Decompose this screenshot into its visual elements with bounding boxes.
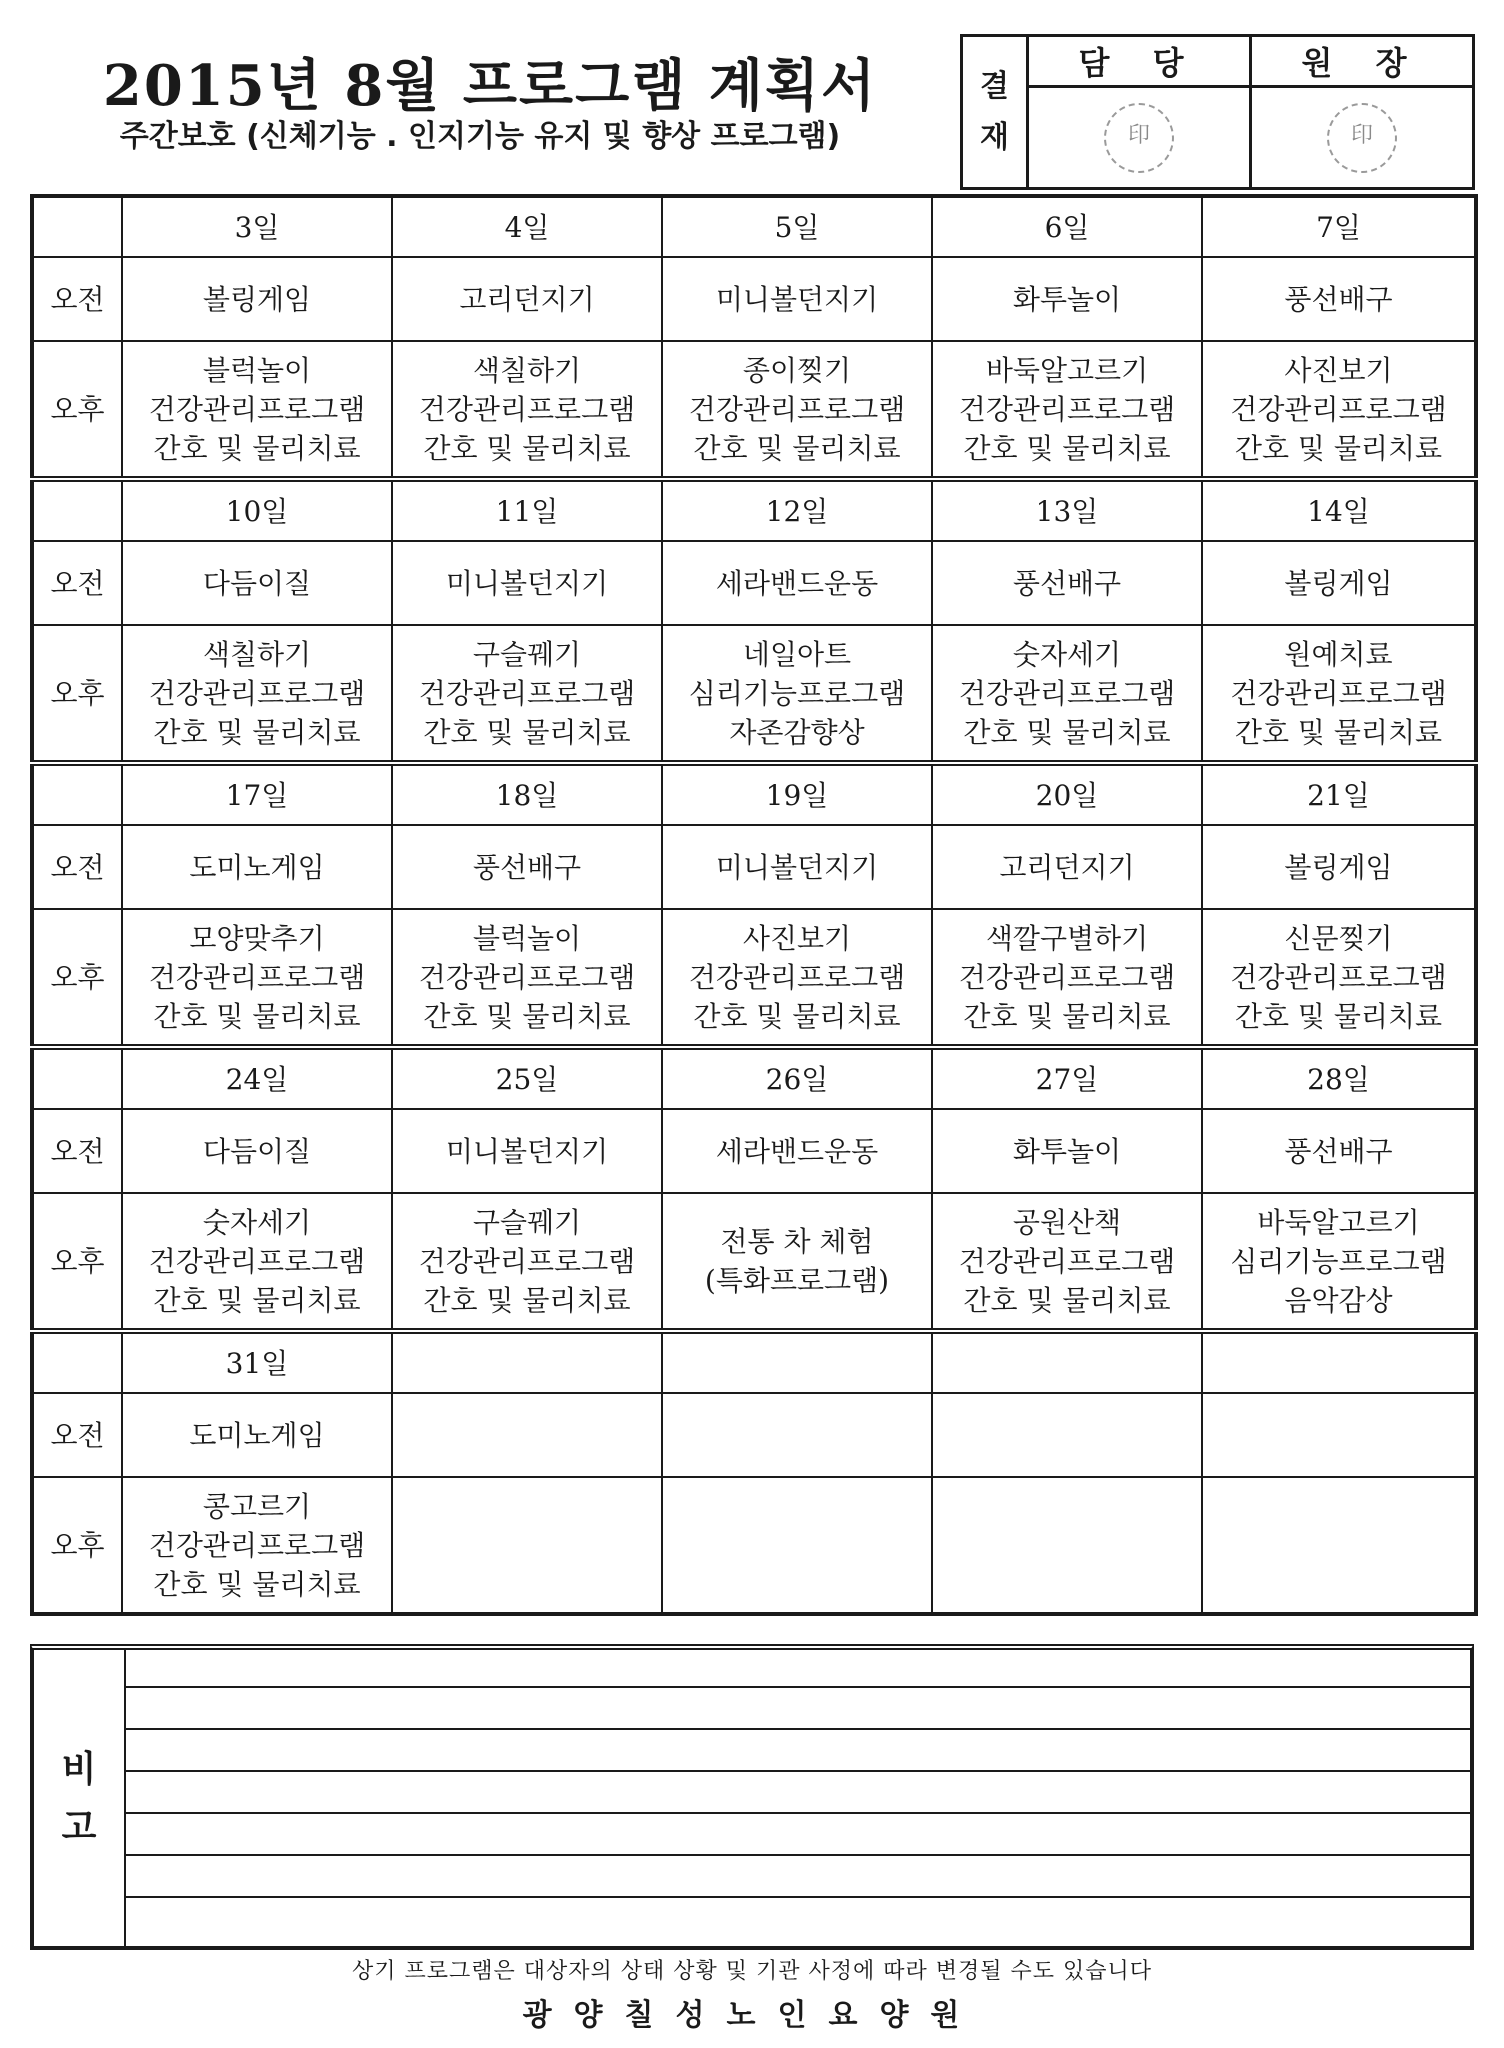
schedule-table xyxy=(30,194,1478,1616)
pm-activity-line: 색깔구별하기 xyxy=(985,921,1149,955)
date-cell: 11일 xyxy=(392,479,662,541)
remarks-label-1: 비 xyxy=(61,1748,97,1790)
pm-activity-line: 간호 및 물리치료 xyxy=(423,715,631,749)
pm-activity-line: 건강관리프로그램 xyxy=(958,960,1176,994)
pm-label: 오후 xyxy=(32,1477,122,1614)
pm-activity-line: 블럭놀이 xyxy=(472,921,582,955)
pm-activity-cell xyxy=(1202,341,1476,479)
pm-activity-line: 네일아트 xyxy=(742,637,852,671)
am-activity-cell: 다듬이질 xyxy=(122,1109,392,1193)
am-activity-cell: 미니볼던지기 xyxy=(392,1109,662,1193)
pm-activity-line: 간호 및 물리치료 xyxy=(693,999,901,1033)
footer-note: 상기 프로그램은 대상자의 상태 상황 및 기관 사정에 따라 변경될 수도 있습니다 xyxy=(352,1959,1152,1984)
am-activity-cell xyxy=(1202,1393,1476,1477)
pm-activity-cell xyxy=(932,341,1202,479)
pm-activity-line: 숫자세기 xyxy=(1012,637,1122,671)
pm-row xyxy=(32,625,1476,763)
am-activity-cell: 미니볼던지기 xyxy=(662,257,932,341)
pm-activity-line: 간호 및 물리치료 xyxy=(693,431,901,465)
date-cell: 24일 xyxy=(122,1047,392,1109)
am-activity-cell: 세라밴드운동 xyxy=(662,541,932,625)
week-date-row xyxy=(32,763,1476,825)
pm-activity-line: 간호 및 물리치료 xyxy=(153,1567,361,1601)
pm-activity-line: 간호 및 물리치료 xyxy=(153,1283,361,1317)
remarks-line xyxy=(126,1686,1470,1688)
pm-activity-cell xyxy=(392,1477,662,1614)
date-cell: 28일 xyxy=(1202,1047,1476,1109)
pm-activity-cell xyxy=(932,909,1202,1047)
pm-row xyxy=(32,1193,1476,1331)
am-activity-cell xyxy=(392,1393,662,1477)
pm-activity-cell xyxy=(392,625,662,763)
pm-activity-line: 공원산책 xyxy=(1012,1205,1122,1239)
pm-activity-cell xyxy=(662,625,932,763)
seal-stamp-icon: 印 xyxy=(1327,103,1397,173)
am-activity-cell: 풍선배구 xyxy=(932,541,1202,625)
pm-label: 오후 xyxy=(32,909,122,1047)
pm-activity-line: 자존감향상 xyxy=(729,715,865,749)
corner-cell xyxy=(32,479,122,541)
pm-activity-line: 간호 및 물리치료 xyxy=(423,431,631,465)
pm-activity-line: 간호 및 물리치료 xyxy=(1234,715,1443,749)
remarks-line xyxy=(126,1896,1470,1898)
pm-activity-line: 건강관리프로그램 xyxy=(418,960,636,994)
date-cell: 25일 xyxy=(392,1047,662,1109)
approval-sign-manager xyxy=(1028,87,1251,189)
date-cell xyxy=(932,1331,1202,1393)
pm-activity-line: 건강관리프로그램 xyxy=(148,676,366,710)
pm-activity-line: 구슬꿰기 xyxy=(472,1205,582,1239)
am-activity-cell: 화투놀이 xyxy=(932,1109,1202,1193)
am-activity-cell: 도미노게임 xyxy=(122,1393,392,1477)
date-cell: 3일 xyxy=(122,196,392,257)
pm-activity-line: 건강관리프로그램 xyxy=(148,960,366,994)
pm-activity-line: (특화프로그램) xyxy=(704,1264,890,1297)
date-cell: 18일 xyxy=(392,763,662,825)
pm-activity-line: 간호 및 물리치료 xyxy=(963,431,1171,465)
corner-cell xyxy=(32,1331,122,1393)
approval-role-director: 원 장 xyxy=(1251,36,1474,87)
pm-activity-line: 음악감상 xyxy=(1284,1283,1393,1317)
am-activity-cell: 풍선배구 xyxy=(392,825,662,909)
remarks-line xyxy=(126,1728,1470,1730)
pm-activity-cell xyxy=(1202,625,1476,763)
pm-activity-line: 신문찢기 xyxy=(1284,921,1393,955)
pm-activity-line: 구슬꿰기 xyxy=(472,637,582,671)
corner-cell xyxy=(32,763,122,825)
pm-activity-line: 사진보기 xyxy=(1284,353,1393,387)
am-label: 오전 xyxy=(32,825,122,909)
pm-activity-line: 건강관리프로그램 xyxy=(688,960,906,994)
pm-activity-cell xyxy=(662,909,932,1047)
date-cell: 5일 xyxy=(662,196,932,257)
am-activity-cell: 고리던지기 xyxy=(932,825,1202,909)
pm-activity-line: 건강관리프로그램 xyxy=(688,392,906,426)
pm-activity-cell xyxy=(662,1477,932,1614)
pm-activity-line: 건강관리프로그램 xyxy=(1230,676,1447,710)
remarks-line xyxy=(126,1770,1470,1772)
approval-label-top: 결 xyxy=(980,69,1009,104)
pm-label: 오후 xyxy=(32,341,122,479)
date-cell: 26일 xyxy=(662,1047,932,1109)
am-activity-cell: 고리던지기 xyxy=(392,257,662,341)
pm-activity-cell xyxy=(932,625,1202,763)
pm-activity-line: 건강관리프로그램 xyxy=(418,392,636,426)
date-cell xyxy=(662,1331,932,1393)
pm-activity-cell xyxy=(122,1193,392,1331)
pm-activity-line: 건강관리프로그램 xyxy=(148,1528,366,1562)
pm-activity-line: 건강관리프로그램 xyxy=(958,676,1176,710)
date-cell: 21일 xyxy=(1202,763,1476,825)
pm-activity-cell xyxy=(392,341,662,479)
pm-activity-line: 간호 및 물리치료 xyxy=(153,715,361,749)
pm-activity-cell xyxy=(932,1193,1202,1331)
institution-name: 광양칠성노인요양원 xyxy=(522,1998,982,2033)
corner-cell xyxy=(32,196,122,257)
pm-activity-line: 간호 및 물리치료 xyxy=(1234,999,1443,1033)
pm-activity-line: 색칠하기 xyxy=(472,353,582,387)
date-cell: 14일 xyxy=(1202,479,1476,541)
page-subtitle: 주간보호 (신체기능 . 인지기능 유지 및 향상 프로그램) xyxy=(119,119,841,154)
pm-activity-line: 간호 및 물리치료 xyxy=(963,1283,1171,1317)
date-cell xyxy=(392,1331,662,1393)
date-cell: 20일 xyxy=(932,763,1202,825)
am-row xyxy=(32,825,1476,909)
remarks-line xyxy=(126,1854,1470,1856)
pm-activity-line: 건강관리프로그램 xyxy=(958,1244,1176,1278)
pm-row xyxy=(32,341,1476,479)
pm-activity-line: 간호 및 물리치료 xyxy=(423,1283,631,1317)
week-date-row xyxy=(32,479,1476,541)
remarks-label xyxy=(34,1650,126,1946)
date-cell: 27일 xyxy=(932,1047,1202,1109)
pm-activity-line: 건강관리프로그램 xyxy=(1230,392,1447,426)
am-row xyxy=(32,257,1476,341)
pm-activity-line: 간호 및 물리치료 xyxy=(1234,431,1443,465)
am-activity-cell: 볼링게임 xyxy=(1202,541,1476,625)
pm-activity-line: 간호 및 물리치료 xyxy=(153,431,361,465)
am-activity-cell: 풍선배구 xyxy=(1202,1109,1476,1193)
am-row xyxy=(32,1109,1476,1193)
pm-activity-cell xyxy=(662,1193,932,1331)
pm-activity-line: 건강관리프로그램 xyxy=(148,392,366,426)
am-label: 오전 xyxy=(32,1109,122,1193)
pm-activity-line: 바둑알고르기 xyxy=(1257,1205,1420,1239)
am-row xyxy=(32,541,1476,625)
pm-activity-line: 색칠하기 xyxy=(202,637,312,671)
pm-activity-line: 간호 및 물리치료 xyxy=(153,999,361,1033)
pm-activity-cell xyxy=(122,1477,392,1614)
date-cell: 6일 xyxy=(932,196,1202,257)
pm-activity-cell xyxy=(1202,1193,1476,1331)
pm-activity-cell xyxy=(122,341,392,479)
pm-activity-line: 건강관리프로그램 xyxy=(418,1244,636,1278)
pm-activity-line: 심리기능프로그램 xyxy=(688,676,906,710)
am-activity-cell: 화투놀이 xyxy=(932,257,1202,341)
pm-row xyxy=(32,909,1476,1047)
date-cell: 19일 xyxy=(662,763,932,825)
pm-activity-line: 전통 차 체험 xyxy=(720,1225,874,1258)
pm-activity-line: 건강관리프로그램 xyxy=(1230,960,1447,994)
am-label: 오전 xyxy=(32,1393,122,1477)
pm-activity-cell xyxy=(932,1477,1202,1614)
remarks-box xyxy=(30,1644,1474,1950)
approval-role-manager: 담 당 xyxy=(1028,36,1251,87)
week-date-row xyxy=(32,1047,1476,1109)
pm-activity-cell xyxy=(662,341,932,479)
am-row xyxy=(32,1393,1476,1477)
pm-activity-line: 건강관리프로그램 xyxy=(418,676,636,710)
date-cell: 4일 xyxy=(392,196,662,257)
date-cell: 31일 xyxy=(122,1331,392,1393)
pm-activity-line: 간호 및 물리치료 xyxy=(963,999,1171,1033)
am-label: 오전 xyxy=(32,541,122,625)
pm-activity-line: 모양맞추기 xyxy=(189,921,325,955)
pm-row xyxy=(32,1477,1476,1614)
remarks-label-2: 고 xyxy=(61,1806,97,1848)
week-date-row xyxy=(32,1331,1476,1393)
approval-box xyxy=(960,34,1475,190)
pm-activity-line: 사진보기 xyxy=(742,921,852,955)
pm-activity-cell xyxy=(122,909,392,1047)
pm-activity-line: 숫자세기 xyxy=(202,1205,312,1239)
pm-activity-cell xyxy=(1202,909,1476,1047)
pm-activity-line: 바둑알고르기 xyxy=(985,353,1149,387)
corner-cell xyxy=(32,1047,122,1109)
am-activity-cell: 세라밴드운동 xyxy=(662,1109,932,1193)
pm-activity-cell xyxy=(1202,1477,1476,1614)
seal-stamp-icon: 印 xyxy=(1104,103,1174,173)
pm-activity-line: 건강관리프로그램 xyxy=(148,1244,366,1278)
approval-sign-director xyxy=(1251,87,1474,189)
pm-activity-line: 간호 및 물리치료 xyxy=(423,999,631,1033)
pm-activity-cell xyxy=(392,1193,662,1331)
am-activity-cell: 볼링게임 xyxy=(122,257,392,341)
approval-label-bottom: 재 xyxy=(980,120,1009,155)
approval-label xyxy=(962,36,1028,189)
date-cell: 12일 xyxy=(662,479,932,541)
pm-activity-line: 콩고르기 xyxy=(202,1489,312,1523)
pm-activity-line: 종이찢기 xyxy=(742,353,852,387)
am-label: 오전 xyxy=(32,257,122,341)
date-cell: 10일 xyxy=(122,479,392,541)
pm-label: 오후 xyxy=(32,1193,122,1331)
pm-activity-line: 건강관리프로그램 xyxy=(958,392,1176,426)
pm-activity-line: 원예치료 xyxy=(1284,637,1393,671)
pm-activity-cell xyxy=(122,625,392,763)
date-cell xyxy=(1202,1331,1476,1393)
pm-activity-line: 간호 및 물리치료 xyxy=(963,715,1171,749)
am-activity-cell: 미니볼던지기 xyxy=(392,541,662,625)
am-activity-cell: 도미노게임 xyxy=(122,825,392,909)
am-activity-cell: 미니볼던지기 xyxy=(662,825,932,909)
remarks-line xyxy=(126,1812,1470,1814)
am-activity-cell xyxy=(932,1393,1202,1477)
am-activity-cell xyxy=(662,1393,932,1477)
pm-activity-line: 심리기능프로그램 xyxy=(1230,1244,1447,1278)
date-cell: 13일 xyxy=(932,479,1202,541)
pm-activity-line: 블럭놀이 xyxy=(202,353,312,387)
pm-activity-cell xyxy=(392,909,662,1047)
week-date-row xyxy=(32,196,1476,257)
am-activity-cell: 다듬이질 xyxy=(122,541,392,625)
date-cell: 17일 xyxy=(122,763,392,825)
am-activity-cell: 풍선배구 xyxy=(1202,257,1476,341)
page-title: 2015년 8월 프로그램 계획서 xyxy=(102,53,878,119)
date-cell: 7일 xyxy=(1202,196,1476,257)
am-activity-cell: 볼링게임 xyxy=(1202,825,1476,909)
pm-label: 오후 xyxy=(32,625,122,763)
